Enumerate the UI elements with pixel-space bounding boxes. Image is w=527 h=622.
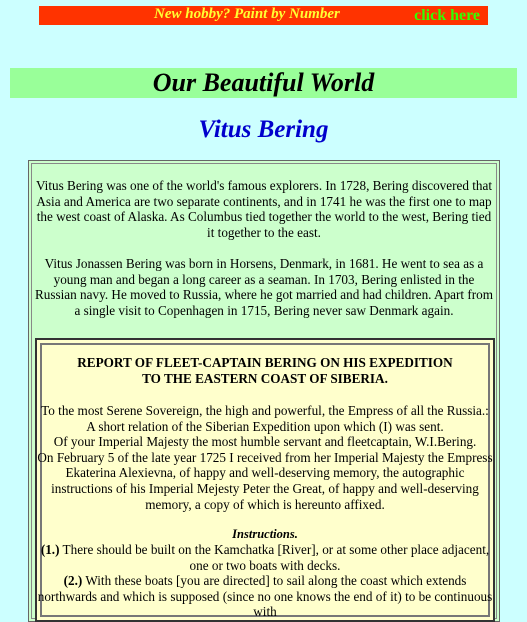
instructions-heading: Instructions.: [232, 527, 298, 541]
instruction-number: (2.): [63, 573, 83, 589]
instruction-text: There should be built on the Kamchatka [River], or at some other place adjacent, one or two boats with decks.: [59, 542, 490, 573]
instruction-number: (1.): [40, 542, 60, 557]
intro-section: [33, 178, 495, 334]
report-salutation: To the most Serene Sovereign, the high and powerful, the Empress of all the Russia.:: [41, 403, 489, 418]
ad-text[interactable]: New hobby? Paint by Number: [154, 6, 340, 22]
ad-banner[interactable]: [39, 6, 488, 25]
report-signature: Of your Imperial Majesty the most humble servant and fleetcaptain, W.I.Bering.: [53, 434, 477, 450]
report-heading-line-1: REPORT OF FLEET-CAPTAIN BERING ON HIS EXPEDITION: [77, 355, 453, 370]
report-heading-line-2: TO THE EASTERN COAST OF SIBERIA.: [142, 370, 388, 386]
instruction-text: With these boats [you are directed] to sail along the coast which extends northwards and which is supposed (since no one knows the end of it) to be continuous with: [37, 573, 493, 620]
page-title: Vitus Bering: [198, 116, 329, 143]
site-title: Our Beautiful World: [10, 68, 517, 98]
instruction-item-1: [37, 542, 493, 573]
report-paragraph: On February 5 of the late year 1725 I received from her Imperial Majesty the Empress Ekaterina Alexievna, of happy and well-deserving memory, the autographic instructions of his Imperial Mejesty Peter the Great, of happy and well-deserving memory, a copy of which is hereunto affixed.: [37, 449, 493, 512]
instruction-item-2: [37, 573, 493, 620]
report-relation: A short relation of the Siberian Expedition upon which (I) was sent.: [86, 418, 444, 434]
intro-paragraph-1: Vitus Bering was one of the world's famous explorers. In 1728, Bering discovered that Asia and America are two separate continents, and in 1741 he was the first one to map the west coast of Alaska. As Columbus tied together the world to the west, Bering tied it together to the east.: [35, 178, 493, 241]
intro-paragraph-2: Vitus Jonassen Bering was born in Horsens, Denmark, in 1681. He went to sea as a young man and began a long career as a seaman. In 1703, Bering enlisted in the Russian navy. He moved to Russia, where he got married and had children. Apart from a single visit to Copenhagen in 1715, Bering never saw Denmark again.: [34, 255, 494, 318]
instructions-list: [37, 542, 493, 620]
report-body: [37, 403, 493, 512]
report-heading: [35, 355, 495, 386]
ad-click-here-link[interactable]: click here: [414, 7, 480, 24]
